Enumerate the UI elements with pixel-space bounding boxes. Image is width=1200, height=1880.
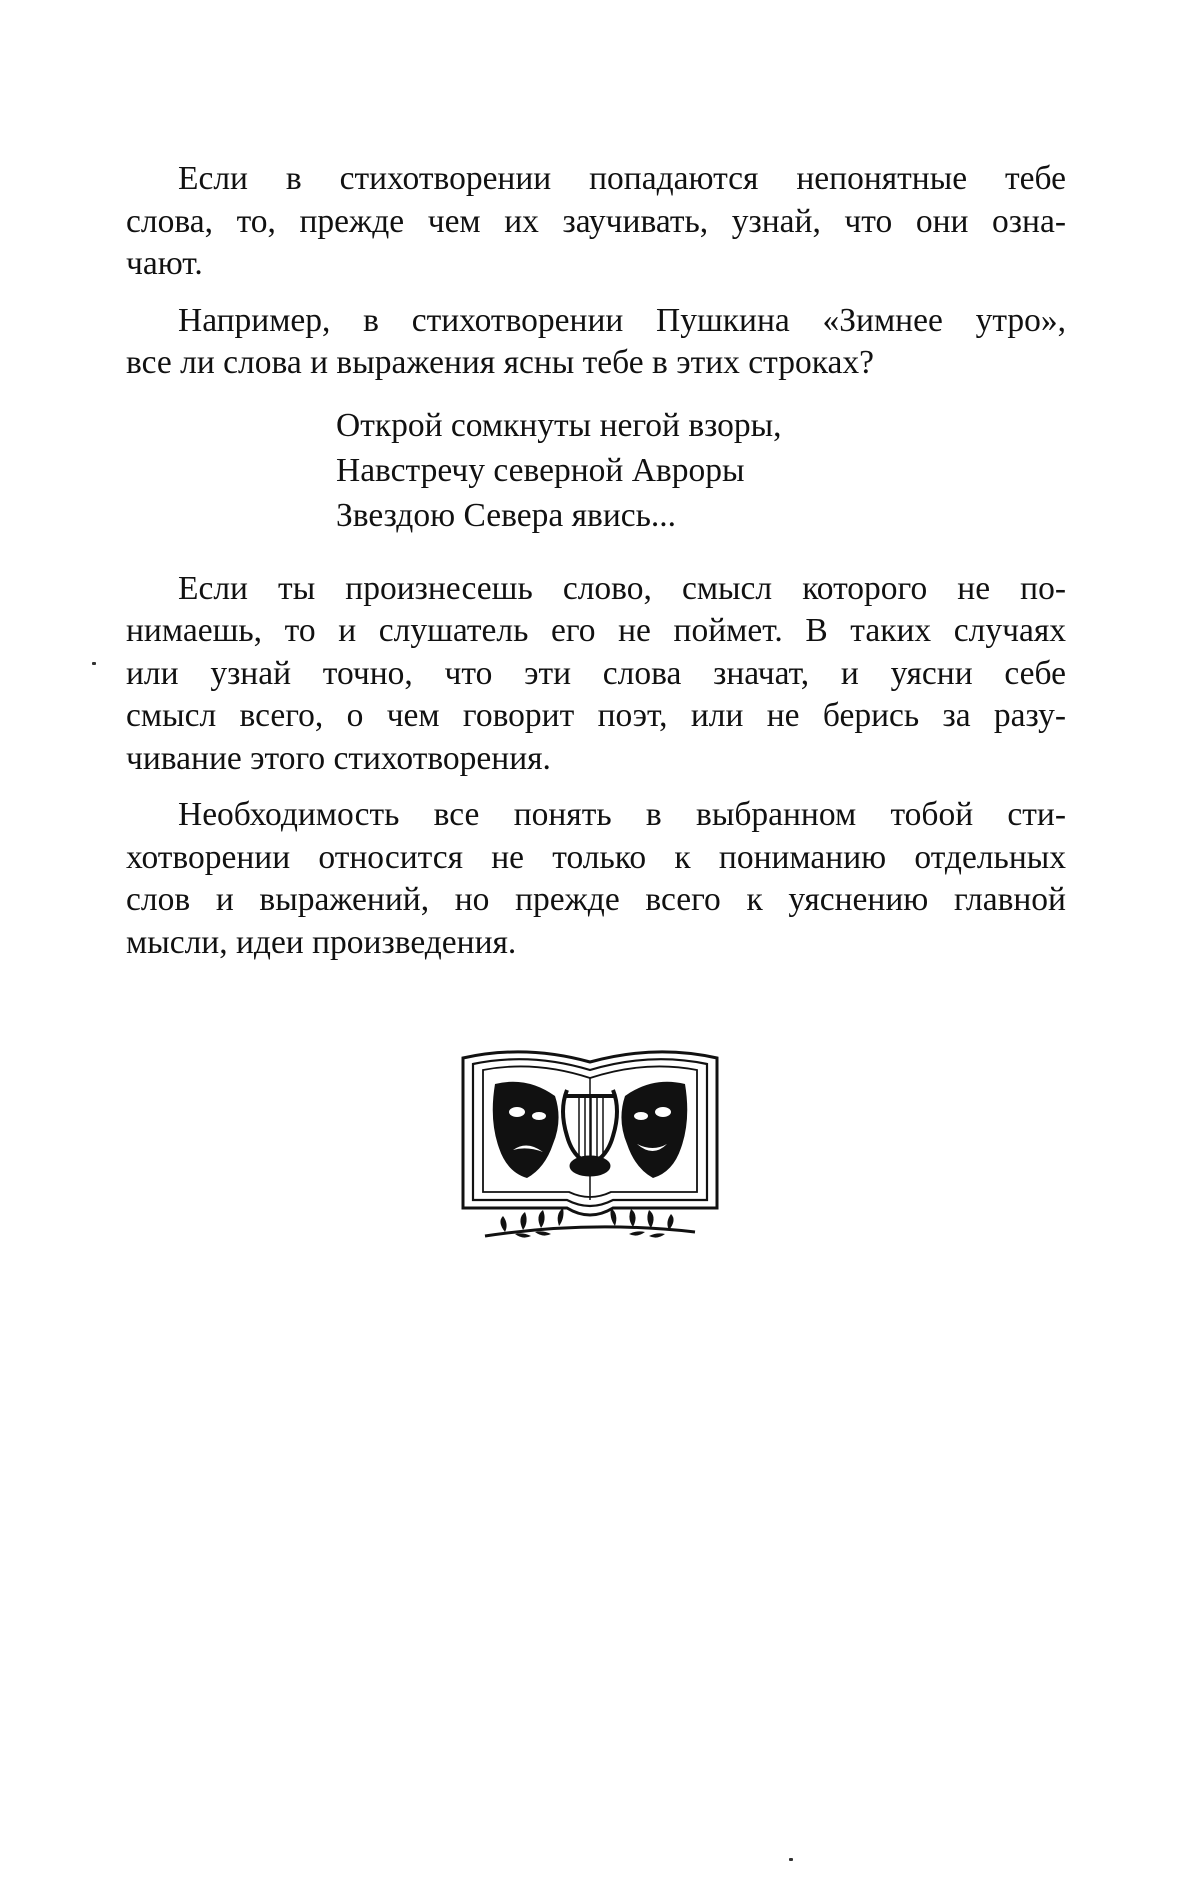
poem-line: Навстречу северной Авроры [336,451,745,489]
main-text [126,158,1066,978]
text-line: нимаешь, то и слушатель его не поймет. В таких случаях [126,612,1066,649]
paragraph-listener [126,568,1066,781]
text-line: чают. [126,245,203,282]
text-line: слов и выражений, но прежде всего к уяснению главной [126,881,1066,918]
print-speck [92,662,96,665]
text-line: Если в стихотворении попадаются непонятные тебе [178,160,1066,197]
comedy-mask [621,1082,687,1178]
text-line: мысли, идеи произведения. [126,923,517,961]
book-lyre-masks-emblem-icon [455,1040,725,1245]
text-line: чивание этого стихотворения. [126,739,551,777]
print-speck [789,1858,793,1861]
text-line: смысл всего, о чем говорит поэт, или не берись за разу- [126,697,1066,734]
tragedy-mask [493,1082,559,1178]
text-line: Например, в стихотворении Пушкина «Зимнее утро», [178,301,1066,339]
text-line: слова, то, прежде чем их заучивать, узнай, что они озна- [126,202,1066,240]
paragraph-unknown-words [126,158,1066,286]
text-line: Необходимость все понять в выбранном тобой сти- [178,796,1066,833]
text-line: или узнай точно, что эти слова значат, и уясни себе [126,654,1066,692]
poem-quote [336,403,1066,538]
paragraph-main-idea [126,794,1066,964]
poem-line: Звездою Севера явись... [336,496,677,534]
paragraph-example [126,300,1066,385]
laurel-branch [485,1208,695,1238]
text-line: все ли слова и выражения ясны тебе в этих строках? [126,344,874,381]
poem-line: Открой сомкнуты негой взоры, [336,406,782,444]
text-line: Если ты произнесешь слово, смысл которого не по- [178,569,1066,607]
text-line: хотворении относится не только к пониманию отдельных [126,838,1066,876]
